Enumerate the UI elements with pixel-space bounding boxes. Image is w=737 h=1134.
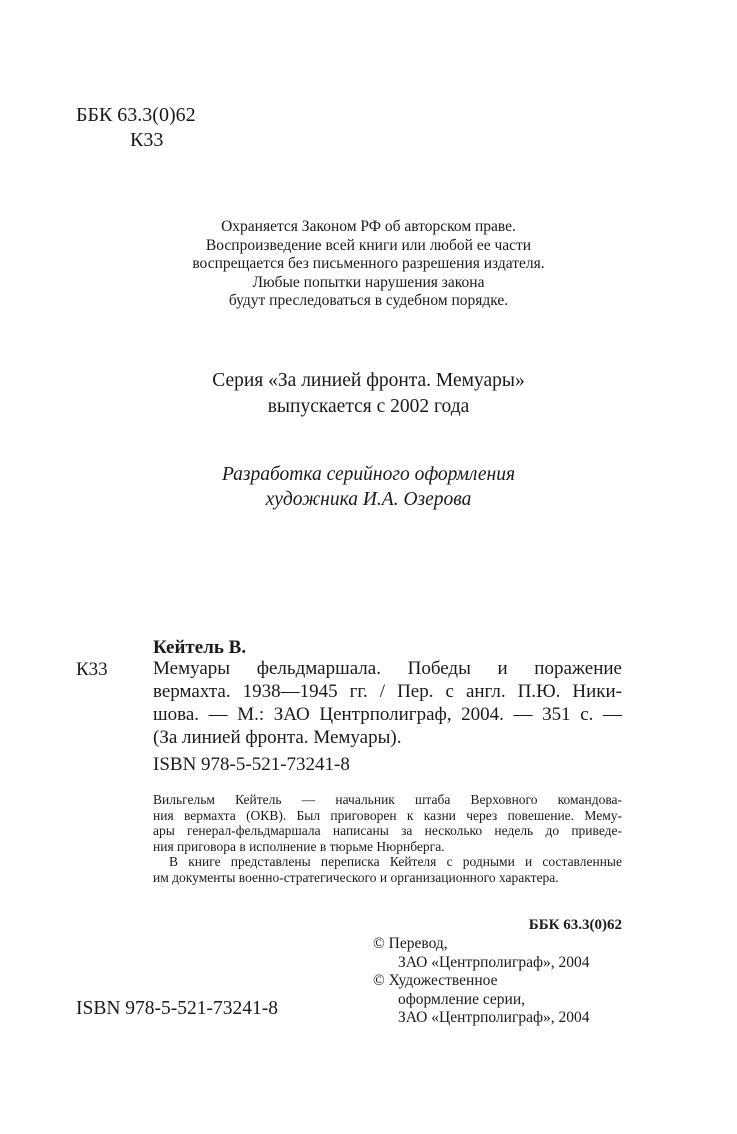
design-credit xyxy=(0,462,737,512)
annotation-line: Вильгельм Кейтель — начальник штаба Верховного командова- xyxy=(153,792,622,807)
copyright-notice xyxy=(0,218,737,311)
author-mark: К33 xyxy=(130,129,164,151)
description-line: Мемуары фельдмаршала. Победы и поражение xyxy=(153,658,622,679)
annotation-line: ары генерал-фельдмаршала написаны за несколько недель до приведе- xyxy=(153,823,622,838)
copyright-design: © Художественное xyxy=(373,972,498,989)
copyright-design-series: оформление серии, xyxy=(398,990,525,1008)
copyright-holders xyxy=(373,935,590,1028)
annotation-line: им документы военно-стратегического и организационного характера. xyxy=(153,869,559,885)
bbk-classification-block xyxy=(76,103,196,153)
catalog-bbk: ББК 63.3(0)62 xyxy=(528,917,622,933)
isbn-bottom: ISBN 978-5-521-73241-8 xyxy=(76,998,279,1019)
description-line: вермахта. 1938—1945 гг. / Пер. с англ. П.Ю. Ники- xyxy=(153,681,622,702)
catalog-mark: К33 xyxy=(76,659,108,680)
annotation xyxy=(153,792,622,885)
catalog-author: Кейтель В. xyxy=(153,637,247,658)
copyright-translation-holder: ЗАО «Центрполиграф», 2004 xyxy=(398,953,590,971)
copyright-notice-line: воспрещается без письменного разрешения издателя. xyxy=(192,255,545,272)
series-line: Серия «За линией фронта. Мемуары» xyxy=(212,370,525,391)
annotation-line: ния вермахта (ОКВ). Был приговорен к казни через повешение. Мему- xyxy=(153,807,622,823)
description-line: (За линией фронта. Мемуары). xyxy=(153,727,402,748)
copyright-design-holder: ЗАО «Центрполиграф», 2004 xyxy=(398,1009,590,1026)
series-info xyxy=(0,368,737,420)
bbk-code: ББК 63.3(0)62 xyxy=(76,104,196,126)
copyright-notice-line: Охраняется Законом РФ об авторском праве. xyxy=(221,218,516,235)
annotation-line: В книге представлены переписка Кейтеля с родными и составленные xyxy=(169,854,622,869)
catalog-isbn: ISBN 978-5-521-73241-8 xyxy=(153,754,350,775)
copyright-translation: © Перевод, xyxy=(373,935,448,952)
series-line: выпускается с 2002 года xyxy=(267,396,470,417)
design-credit-line: Разработка серийного оформления xyxy=(221,464,516,485)
catalog-description xyxy=(153,657,622,749)
description-line: шова. — М.: ЗАО Центрполиграф, 2004. — 351 с. — xyxy=(153,704,622,725)
annotation-line: ния приговора в исполнение в тюрьме Нюрнберга. xyxy=(153,838,445,854)
design-credit-line: художника И.А. Озерова xyxy=(265,489,472,510)
copyright-notice-line: будут преследоваться в судебном порядке. xyxy=(228,292,509,309)
copyright-notice-line: Любые попытки нарушения закона xyxy=(252,273,485,291)
copyright-notice-line: Воспроизведение всей книги или любой ее части xyxy=(205,236,532,254)
